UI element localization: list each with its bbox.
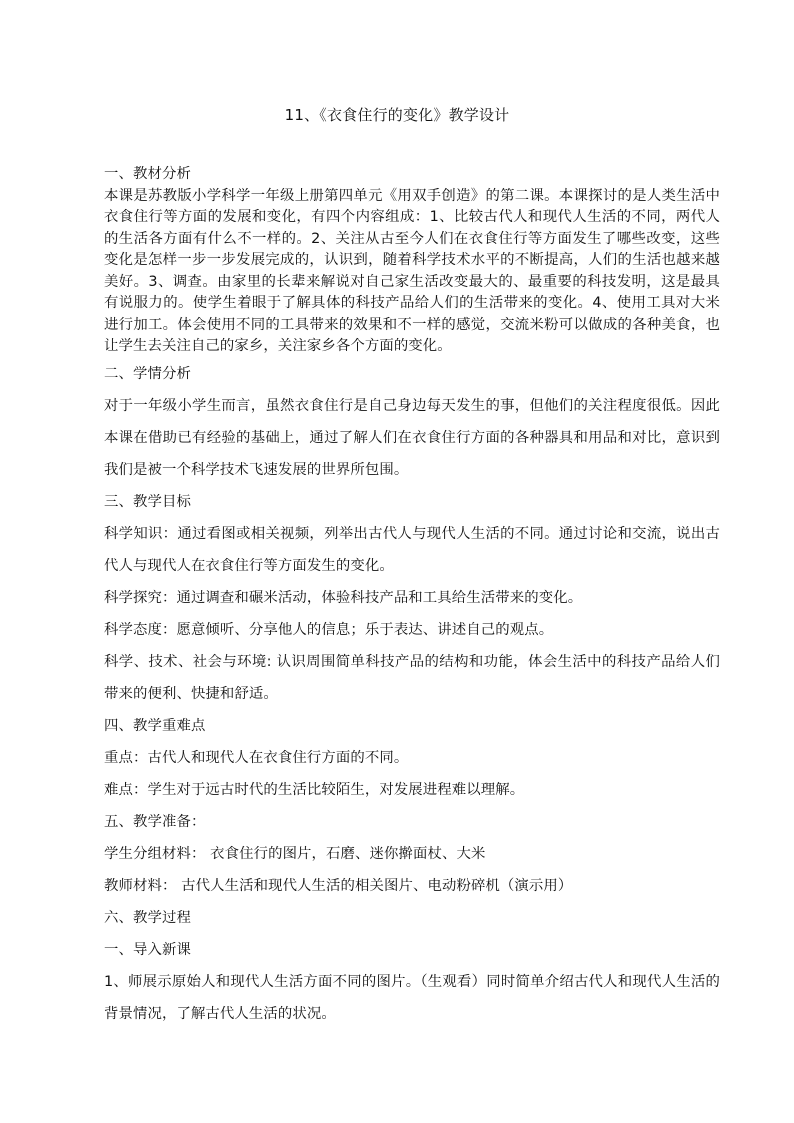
goal-science-attitude: 科学态度：愿意倾听、分享他人的信息；乐于表达、讲述自己的观点。	[104, 621, 554, 638]
learner-analysis-paragraph: 对于一年级小学生而言，虽然衣食住行是自己身边每天发生的事，但他们的关注程度很低。因此本课在借助已有经验的基础上，通过了解人们在衣食住行方面的各种器具和用品和对比，意识到我们是被一个科学技术飞速发展的世界所包围。	[104, 397, 720, 478]
goal-sts: 科学、技术、社会与环境: 认识周围简单科技产品的结构和功能，体会生活中的科技产品给人们带来的便利、快捷和舒适。	[104, 653, 720, 702]
teacher-materials: 教师材料： 古代人生活和现代人生活的相关图片、电动粉碎机（演示用）	[104, 877, 573, 894]
student-materials: 学生分组材料： 衣食住行的图片，石磨、迷你擀面杖、大米	[104, 845, 486, 862]
difficult-point: 难点：学生对于远古时代的生活比较陌生，对发展进程难以理解。	[104, 781, 525, 798]
subsection-heading-introduction: 一、导入新课	[104, 941, 191, 958]
section-heading-teaching-goals: 三、教学目标	[104, 493, 191, 510]
section-heading-preparation: 五、教学准备：	[104, 813, 206, 830]
section-heading-key-difficulties: 四、教学重难点	[104, 717, 206, 734]
goal-science-inquiry: 科学探究：通过调查和碾米活动，体验科技产品和工具给生活带来的变化。	[104, 589, 583, 606]
textbook-analysis-paragraph: 本课是苏教版小学科学一年级上册第四单元《用双手创造》的第二课。本课探讨的是人类生活中衣食住行等方面的发展和变化，有四个内容组成：1、比较古代人和现代人生活的不同，两代人的生活各方面有什么不一样的。2、关注从古至今人们在衣食住行等方面发生了哪些改变，这些变化是怎样一步一步发展完成的，认识到，随着科学技术水平的不断提高，人们的生活也越来越美好。3、调查。由家里的长辈来解说对自己家生活改变最大的、最重要的科技发明，这是最具有说服力的。使学生着眼于了解具体的科技产品给人们的生活带来的变化。4、使用工具对大米进行加工。体会使用不同的工具带来的效果和不一样的感觉，交流米粉可以做成的各种美食，也让学生去关注自己的家乡，关注家乡各个方面的变化。	[104, 187, 720, 354]
key-point: 重点：古代人和现代人在衣食住行方面的不同。	[104, 749, 409, 766]
introduction-step-1: 1、师展示原始人和现代人生活方面不同的图片。（生观看）同时简单介绍古代人和现代人生活的背景情况，了解古代人生活的状况。	[104, 973, 720, 1022]
section-heading-teaching-process: 六、教学过程	[104, 909, 191, 926]
document-title: 11、《衣食住行的变化》教学设计	[284, 106, 510, 124]
section-heading-textbook-analysis: 一、教材分析	[104, 166, 191, 182]
section-heading-learner-analysis: 二、学情分析	[104, 365, 191, 382]
document-body	[104, 164, 720, 1030]
goal-science-knowledge: 科学知识：通过看图或相关视频，列举出古代人与现代人生活的不同。通过讨论和交流，说出古代人与现代人在衣食住行等方面发生的变化。	[104, 525, 720, 574]
